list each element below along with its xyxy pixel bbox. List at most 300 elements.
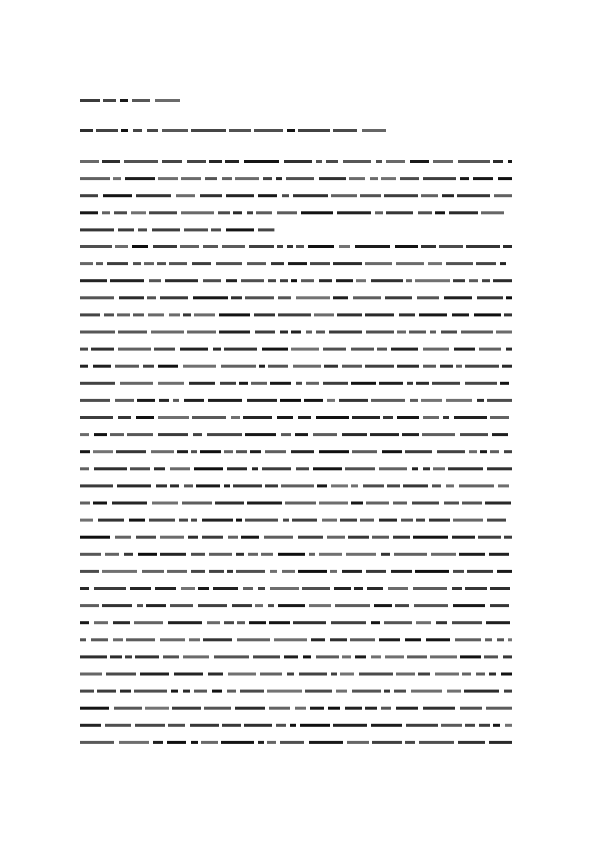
text-word-block (168, 724, 185, 727)
text-word-block (170, 467, 190, 470)
text-word-block (290, 724, 296, 727)
text-word-block (381, 707, 391, 710)
text-word-block (306, 331, 312, 334)
text-word-block (214, 655, 249, 658)
text-word-block (284, 160, 312, 163)
text-word-block (296, 467, 309, 470)
text-word-block (479, 724, 490, 727)
text-word-block (116, 450, 146, 453)
text-word-block (309, 604, 331, 607)
text-word-block (80, 484, 113, 487)
text-word-block (258, 741, 264, 744)
text-word-block (487, 467, 512, 470)
text-word-block (304, 399, 323, 402)
text-word-block (493, 160, 503, 163)
text-word-block (80, 228, 114, 231)
text-word-block (435, 673, 459, 676)
text-word-block (397, 365, 419, 368)
text-word-block (157, 262, 166, 265)
text-word-block (370, 433, 399, 436)
text-word-block (360, 519, 374, 522)
text-word-block (296, 245, 304, 248)
text-word-block (80, 638, 86, 641)
text-word-block (396, 707, 418, 710)
text-word-block (503, 245, 512, 248)
text-word-block (247, 262, 266, 265)
text-word-block (133, 262, 141, 265)
text-word-block (362, 129, 386, 132)
text-word-block (80, 194, 98, 197)
text-word-block (497, 570, 512, 573)
text-word-block (353, 296, 381, 299)
text-word-block (342, 570, 362, 573)
text-word-block (327, 399, 335, 402)
text-word-block (176, 194, 195, 197)
text-word-block (114, 211, 127, 214)
text-word-block (291, 450, 314, 453)
text-word-block (262, 348, 288, 351)
text-word-block (412, 502, 439, 505)
text-word-block (80, 519, 93, 522)
text-word-block (309, 553, 315, 556)
text-word-block (277, 416, 293, 419)
text-word-block (117, 313, 130, 316)
text-word-block (405, 638, 421, 641)
text-word-block (293, 365, 321, 368)
text-word-block (504, 536, 512, 539)
text-word-block (160, 296, 188, 299)
text-word-block (236, 519, 242, 522)
text-word-block (365, 313, 394, 316)
text-word-block (382, 450, 402, 453)
text-word-block (492, 433, 508, 436)
text-word-block (258, 228, 274, 231)
text-word-block (331, 194, 357, 197)
text-word-block (80, 99, 100, 102)
text-word-block (200, 194, 222, 197)
text-word-block (478, 536, 501, 539)
text-word-block (411, 690, 442, 693)
text-word-block (244, 724, 272, 727)
text-word-block (169, 313, 180, 316)
text-word-block (316, 416, 349, 419)
text-word-block (298, 129, 330, 132)
text-word-block (202, 536, 223, 539)
text-word-block (292, 519, 317, 522)
text-word-block (432, 484, 441, 487)
text-word-block (397, 416, 419, 419)
text-word-block (261, 553, 273, 556)
text-word-block (160, 638, 185, 641)
text-word-block (80, 467, 89, 470)
text-word-block (453, 604, 485, 607)
text-word-block (218, 211, 230, 214)
text-word-block (465, 724, 475, 727)
text-word-block (365, 262, 392, 265)
text-word-block (337, 211, 371, 214)
text-word-block (340, 519, 357, 522)
text-word-block (254, 313, 275, 316)
text-word-block (231, 296, 242, 299)
text-word-block (452, 313, 469, 316)
text-word-block (296, 296, 330, 299)
text-word-block (365, 365, 394, 368)
text-word-block (125, 177, 155, 180)
text-word-block (415, 279, 450, 282)
text-word-block (410, 160, 429, 163)
text-word-block (135, 655, 159, 658)
text-word-block (253, 655, 280, 658)
text-word-block (96, 129, 118, 132)
text-word-block (145, 707, 169, 710)
text-word-block (113, 621, 130, 624)
text-word-block (120, 99, 128, 102)
text-word-block (209, 553, 232, 556)
text-word-block (201, 741, 218, 744)
text-word-block (170, 604, 193, 607)
text-word-block (407, 382, 413, 385)
text-word-block (134, 690, 167, 693)
text-word-block (352, 450, 377, 453)
text-word-block (352, 416, 380, 419)
text-word-block (295, 707, 306, 710)
text-word-block (93, 450, 113, 453)
text-word-block (281, 484, 314, 487)
text-word-block (187, 160, 206, 163)
text-word-block (133, 313, 144, 316)
text-word-block (291, 348, 319, 351)
text-word-block (198, 587, 209, 590)
text-word-block (193, 296, 228, 299)
text-word-block (316, 160, 322, 163)
text-word-block (460, 655, 481, 658)
text-word-block (287, 673, 294, 676)
text-word-block (299, 673, 327, 676)
text-word-block (336, 690, 347, 693)
text-word-block (224, 348, 257, 351)
text-word-block (354, 587, 363, 590)
text-word-block (222, 177, 232, 180)
text-word-block (180, 348, 208, 351)
text-word-block (436, 621, 447, 624)
text-word-block (459, 553, 485, 556)
text-word-block (154, 348, 175, 351)
text-word-block (477, 296, 503, 299)
text-word-block (330, 638, 347, 641)
text-word-block (379, 382, 403, 385)
text-word-block (316, 331, 325, 334)
text-word-block (501, 673, 512, 676)
text-word-block (203, 279, 221, 282)
text-word-block (360, 194, 381, 197)
text-word-block (452, 536, 475, 539)
text-word-block (421, 194, 438, 197)
text-word-block (319, 553, 342, 556)
text-word-block (493, 724, 500, 727)
text-word-block (324, 365, 338, 368)
text-word-block (328, 707, 340, 710)
text-word-block (366, 570, 386, 573)
text-word-block (190, 724, 219, 727)
text-word-block (423, 177, 456, 180)
text-word-block (213, 587, 238, 590)
text-word-block (455, 638, 481, 641)
text-word-block (243, 416, 272, 419)
text-word-block (270, 570, 277, 573)
text-word-block (497, 638, 504, 641)
text-word-block (395, 245, 418, 248)
text-word-block (447, 690, 461, 693)
text-word-block (280, 279, 288, 282)
text-word-block (80, 313, 100, 316)
text-word-block (114, 707, 142, 710)
text-word-block (265, 450, 286, 453)
text-word-block (441, 331, 457, 334)
text-word-block (181, 587, 195, 590)
text-word-block (115, 399, 134, 402)
text-word-block (504, 690, 512, 693)
text-word-block (295, 433, 308, 436)
text-word-block (131, 211, 146, 214)
text-word-block (302, 587, 330, 590)
text-word-block (296, 382, 302, 385)
text-word-block (247, 502, 282, 505)
text-word-block (183, 313, 191, 316)
text-word-block (329, 331, 362, 334)
text-word-block (386, 160, 405, 163)
text-word-block (110, 655, 122, 658)
text-word-block (80, 536, 110, 539)
text-word-block (504, 313, 512, 316)
text-word-block (240, 690, 264, 693)
text-word-block (422, 433, 455, 436)
text-word-block (156, 484, 167, 487)
text-word-block (269, 707, 290, 710)
text-word-block (351, 502, 363, 505)
text-word-block (291, 279, 297, 282)
text-word-block (248, 553, 258, 556)
text-word-block (188, 536, 198, 539)
text-word-block (496, 331, 512, 334)
text-word-block (282, 194, 289, 197)
text-word-block (160, 536, 184, 539)
text-word-block (381, 177, 396, 180)
text-word-block (479, 348, 501, 351)
text-word-block (508, 638, 512, 641)
text-word-block (80, 655, 107, 658)
text-word-block (384, 194, 418, 197)
text-word-block (113, 638, 123, 641)
text-word-block (184, 484, 193, 487)
text-word-block (172, 707, 201, 710)
text-word-block (207, 621, 220, 624)
text-word-block (189, 382, 215, 385)
text-word-block (439, 245, 463, 248)
text-word-block (235, 707, 265, 710)
text-word-block (132, 99, 150, 102)
text-word-block (118, 331, 147, 334)
text-word-block (264, 536, 293, 539)
text-word-block (137, 399, 155, 402)
text-word-block (396, 673, 415, 676)
text-word-block (331, 621, 366, 624)
text-word-block (80, 724, 101, 727)
text-word-block (285, 502, 316, 505)
text-word-block (282, 570, 295, 573)
text-word-block (379, 467, 407, 470)
text-word-block (458, 741, 485, 744)
text-word-block (94, 621, 108, 624)
text-word-block (208, 673, 223, 676)
text-word-block (96, 262, 103, 265)
text-word-block (487, 519, 506, 522)
text-word-block (219, 313, 250, 316)
text-word-block (138, 553, 157, 556)
text-word-block (208, 399, 242, 402)
text-word-block (465, 365, 499, 368)
text-word-block (119, 296, 144, 299)
text-word-block (365, 707, 377, 710)
text-word-block (298, 416, 311, 419)
text-word-block (293, 194, 328, 197)
text-word-block (237, 621, 245, 624)
text-word-block (490, 450, 499, 453)
text-word-block (314, 313, 334, 316)
text-word-block (224, 450, 233, 453)
text-word-block (453, 519, 483, 522)
text-word-block (504, 450, 512, 453)
text-word-block (243, 587, 253, 590)
text-word-block (396, 262, 424, 265)
text-word-block (399, 313, 415, 316)
text-word-block (293, 621, 326, 624)
text-word-block (469, 450, 477, 453)
text-word-block (118, 416, 131, 419)
text-word-block (317, 484, 327, 487)
text-word-block (319, 177, 346, 180)
text-word-block (191, 741, 198, 744)
text-word-block (120, 382, 153, 385)
text-word-block (147, 129, 158, 132)
text-word-block (262, 467, 291, 470)
text-word-block (284, 655, 298, 658)
text-word-block (115, 365, 139, 368)
text-word-block (458, 160, 490, 163)
text-word-block (412, 467, 418, 470)
text-word-block (323, 382, 348, 385)
text-word-block (191, 553, 205, 556)
text-word-block (236, 553, 244, 556)
text-word-block (416, 382, 429, 385)
text-word-block (383, 416, 393, 419)
text-word-block (125, 655, 132, 658)
text-word-block (394, 690, 406, 693)
text-word-block (229, 129, 251, 132)
text-word-block (508, 160, 512, 163)
text-word-block (227, 690, 236, 693)
text-word-block (80, 707, 109, 710)
text-word-block (144, 262, 154, 265)
text-word-block (115, 536, 131, 539)
text-word-block (482, 279, 490, 282)
text-word-block (367, 587, 383, 590)
text-word-block (204, 707, 231, 710)
text-word-block (80, 296, 114, 299)
text-word-block (102, 211, 110, 214)
text-word-block (102, 604, 132, 607)
text-word-block (485, 638, 492, 641)
text-word-block (441, 724, 462, 727)
text-word-block (346, 553, 376, 556)
text-word-block (226, 279, 237, 282)
text-word-block (192, 262, 211, 265)
text-word-block (256, 211, 272, 214)
text-word-block (207, 433, 242, 436)
text-word-block (363, 484, 384, 487)
text-word-block (384, 690, 390, 693)
text-word-block (80, 399, 110, 402)
text-word-block (462, 502, 482, 505)
text-word-block (453, 570, 464, 573)
text-word-block (505, 724, 512, 727)
text-word-block (200, 450, 221, 453)
text-word-block (437, 450, 465, 453)
text-word-block (397, 331, 406, 334)
text-word-block (255, 331, 275, 334)
text-word-block (366, 331, 394, 334)
text-word-block (191, 129, 226, 132)
text-word-block (421, 245, 436, 248)
text-word-block (460, 707, 482, 710)
text-word-block (196, 484, 220, 487)
text-word-block (124, 160, 158, 163)
text-word-block (271, 262, 284, 265)
text-word-block (167, 570, 187, 573)
text-word-block (80, 211, 98, 214)
text-word-block (340, 673, 354, 676)
text-word-block (221, 365, 256, 368)
text-word-block (453, 279, 465, 282)
text-word-block (287, 245, 293, 248)
text-word-block (220, 382, 236, 385)
text-word-block (400, 177, 419, 180)
text-word-block (473, 177, 493, 180)
text-word-block (401, 519, 413, 522)
text-word-block (221, 741, 254, 744)
text-word-block (498, 484, 509, 487)
text-word-block (345, 467, 375, 470)
text-word-block (226, 194, 254, 197)
text-word-block (163, 655, 179, 658)
text-word-block (493, 279, 512, 282)
text-word-block (278, 553, 305, 556)
text-word-block (286, 177, 314, 180)
text-word-block (160, 553, 186, 556)
text-word-block (80, 348, 88, 351)
text-word-block (168, 621, 202, 624)
text-word-block (105, 553, 119, 556)
text-word-block (449, 211, 478, 214)
text-word-block (265, 484, 278, 487)
text-word-block (480, 450, 487, 453)
text-word-block (313, 433, 337, 436)
text-word-block (476, 673, 485, 676)
text-word-block (228, 536, 238, 539)
text-word-block (477, 399, 484, 402)
text-word-block (330, 570, 337, 573)
text-word-block (423, 348, 449, 351)
text-word-block (250, 450, 261, 453)
